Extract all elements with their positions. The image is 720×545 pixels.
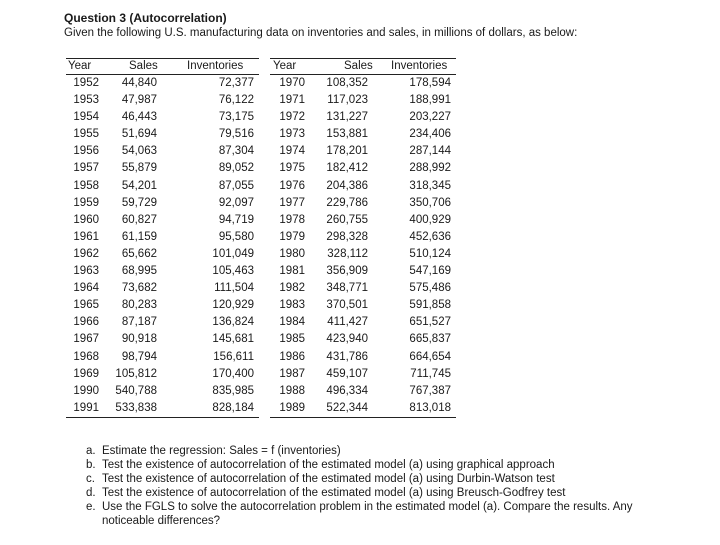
sales-cell: 178,201 — [326, 145, 368, 158]
question-intro: Given the following U.S. manufacturing data on inventories and sales, in millions of dollars, as below: — [64, 27, 578, 39]
year-cell: 1970 — [279, 77, 305, 89]
year-cell: 1987 — [279, 367, 305, 380]
year-cell: 1972 — [279, 111, 305, 124]
inventories-cell: 547,169 — [409, 265, 451, 278]
table-row — [66, 229, 259, 246]
year-cell: 1984 — [279, 316, 305, 329]
sales-cell: 65,662 — [121, 247, 157, 260]
table-body-right — [270, 75, 456, 417]
year-cell: 1977 — [279, 196, 305, 209]
table-row — [270, 314, 456, 331]
sales-cell: 54,201 — [121, 179, 157, 192]
year-cell: 1978 — [279, 213, 305, 226]
table-row — [66, 314, 259, 331]
sales-cell: 51,694 — [121, 128, 157, 141]
inventories-cell: 79,516 — [218, 128, 254, 141]
inventories-cell: 76,122 — [218, 94, 254, 107]
inventories-cell: 105,463 — [212, 265, 254, 278]
sales-cell: 98,794 — [121, 350, 157, 363]
year-cell: 1962 — [73, 247, 99, 260]
table-row — [66, 178, 259, 195]
year-cell: 1982 — [279, 282, 305, 295]
inventories-cell: 591,858 — [409, 299, 451, 312]
table-row — [270, 400, 456, 417]
sales-cell: 105,812 — [115, 367, 157, 380]
inventories-cell: 400,929 — [409, 213, 451, 226]
question-marker: a. — [86, 445, 96, 457]
inventories-cell: 178,594 — [409, 77, 451, 89]
year-cell: 1967 — [73, 333, 99, 346]
inventories-cell: 835,985 — [212, 384, 254, 397]
table-row — [270, 160, 456, 177]
sales-cell: 204,386 — [326, 179, 368, 192]
inventories-cell: 94,719 — [218, 213, 254, 226]
inventories-cell: 318,345 — [409, 179, 451, 192]
table-row — [66, 280, 259, 297]
year-cell: 1985 — [279, 333, 305, 346]
inventories-cell: 87,055 — [218, 179, 254, 192]
inventories-cell: 120,929 — [212, 299, 254, 312]
question-text: Test the existence of autocorrelation of the estimated model (a) using graphical approach — [102, 459, 555, 471]
question-item — [86, 444, 646, 458]
year-cell: 1958 — [73, 179, 99, 192]
table-row — [270, 178, 456, 195]
table-row — [270, 246, 456, 263]
year-cell: 1963 — [73, 265, 99, 278]
inventories-cell: 452,636 — [409, 230, 451, 243]
table-row — [66, 109, 259, 126]
table-row — [270, 109, 456, 126]
year-cell: 1976 — [279, 179, 305, 192]
sales-cell: 260,755 — [326, 213, 368, 226]
table-row — [270, 195, 456, 212]
header-year: Year — [68, 60, 92, 72]
sales-cell: 356,909 — [326, 265, 368, 278]
question-text: Estimate the regression: Sales = f (inventories) — [102, 445, 341, 457]
table-row — [270, 366, 456, 383]
sales-cell: 459,107 — [326, 367, 368, 380]
year-cell: 1975 — [279, 162, 305, 175]
year-cell: 1955 — [73, 128, 99, 141]
year-cell: 1960 — [73, 213, 99, 226]
year-cell: 1988 — [279, 384, 305, 397]
sales-cell: 153,881 — [326, 128, 368, 141]
year-cell: 1968 — [73, 350, 99, 363]
sales-cell: 59,729 — [121, 196, 157, 209]
sales-cell: 46,443 — [121, 111, 157, 124]
table-row — [270, 75, 456, 92]
sales-cell: 182,412 — [326, 162, 368, 175]
inventories-cell: 234,406 — [409, 128, 451, 141]
table-row — [270, 143, 456, 160]
year-cell: 1979 — [279, 230, 305, 243]
data-table-left — [66, 58, 259, 418]
table-row — [270, 331, 456, 348]
inventories-cell: 203,227 — [409, 111, 451, 124]
inventories-cell: 767,387 — [409, 384, 451, 397]
year-cell: 1966 — [73, 316, 99, 329]
question-text: Test the existence of autocorrelation of the estimated model (a) using Breusch-Godfrey test — [102, 487, 566, 499]
table-row — [66, 400, 259, 417]
sales-cell: 90,918 — [121, 333, 157, 346]
inventories-cell: 73,175 — [218, 111, 254, 124]
year-cell: 1974 — [279, 145, 305, 158]
inventories-cell: 575,486 — [409, 282, 451, 295]
inventories-cell: 711,745 — [410, 367, 451, 380]
sales-cell: 411,427 — [327, 316, 368, 329]
table-row — [66, 366, 259, 383]
header-year: Year — [273, 60, 297, 72]
sales-cell: 117,023 — [327, 94, 368, 107]
sales-cell: 54,063 — [121, 145, 157, 158]
table-row — [66, 383, 259, 400]
table-row — [270, 229, 456, 246]
table-row — [270, 383, 456, 400]
question-marker: e. — [86, 501, 96, 513]
table-row — [66, 297, 259, 314]
year-cell: 1990 — [73, 384, 99, 397]
year-cell: 1989 — [279, 401, 305, 414]
sales-cell: 55,879 — [121, 162, 157, 175]
year-cell: 1971 — [279, 94, 305, 107]
inventories-cell: 651,527 — [409, 316, 451, 329]
table-row — [270, 280, 456, 297]
question-item — [86, 500, 646, 528]
year-cell: 1991 — [73, 401, 99, 414]
sales-cell: 328,112 — [327, 247, 368, 260]
question-item — [86, 472, 646, 486]
sales-cell: 229,786 — [326, 196, 368, 209]
sales-cell: 44,840 — [121, 77, 157, 89]
table-row — [66, 143, 259, 160]
sales-cell: 431,786 — [326, 350, 368, 363]
sales-cell: 73,682 — [121, 282, 157, 295]
year-cell: 1983 — [279, 299, 305, 312]
table-row — [66, 75, 259, 92]
year-cell: 1961 — [73, 230, 99, 243]
sales-cell: 522,344 — [326, 401, 368, 414]
inventories-cell: 287,144 — [409, 145, 451, 158]
sales-cell: 496,334 — [326, 384, 368, 397]
inventories-cell: 87,304 — [218, 145, 254, 158]
inventories-cell: 101,049 — [212, 247, 254, 260]
question-title: Question 3 (Autocorrelation) — [64, 11, 227, 25]
sales-cell: 68,995 — [121, 265, 157, 278]
inventories-cell: 95,580 — [218, 230, 254, 243]
inventories-cell: 72,377 — [218, 77, 254, 89]
year-cell: 1986 — [279, 350, 305, 363]
inventories-cell: 828,184 — [212, 401, 254, 414]
table-row — [66, 246, 259, 263]
table-row — [66, 92, 259, 109]
table-row — [66, 160, 259, 177]
year-cell: 1956 — [73, 145, 99, 158]
table-row — [66, 349, 259, 366]
sales-cell: 61,159 — [121, 230, 157, 243]
table-row — [270, 349, 456, 366]
sales-cell: 298,328 — [326, 230, 368, 243]
inventories-cell: 145,681 — [212, 333, 254, 346]
year-cell: 1953 — [73, 94, 99, 107]
table-row — [66, 263, 259, 280]
table-row — [66, 126, 259, 143]
year-cell: 1964 — [73, 282, 99, 295]
sales-cell: 370,501 — [326, 299, 368, 312]
year-cell: 1981 — [279, 265, 305, 278]
inventories-cell: 170,400 — [212, 367, 254, 380]
inventories-cell: 136,824 — [212, 316, 254, 329]
inventories-cell: 813,018 — [409, 401, 451, 414]
question-text: Use the FGLS to solve the autocorrelation problem in the estimated model (a). Compare the results. Any noticeable differences? — [102, 501, 633, 527]
table-row — [270, 297, 456, 314]
year-cell: 1980 — [279, 247, 305, 260]
sales-cell: 60,827 — [121, 213, 157, 226]
question-list — [86, 444, 646, 528]
year-cell: 1954 — [73, 111, 99, 124]
table-row — [270, 92, 456, 109]
inventories-cell: 350,706 — [409, 196, 451, 209]
table-body-left — [66, 75, 259, 417]
table-header — [66, 59, 259, 75]
header-sales: Sales — [129, 60, 158, 72]
sales-cell: 423,940 — [326, 333, 368, 346]
year-cell: 1952 — [73, 77, 99, 89]
table-row — [270, 212, 456, 229]
inventories-cell: 111,504 — [214, 282, 254, 295]
table-row — [66, 195, 259, 212]
sales-cell: 80,283 — [121, 299, 157, 312]
question-marker: b. — [86, 459, 96, 471]
inventories-cell: 665,837 — [409, 333, 451, 346]
inventories-cell: 664,654 — [409, 350, 451, 363]
sales-cell: 533,838 — [115, 401, 157, 414]
question-marker: d. — [86, 487, 96, 499]
year-cell: 1959 — [73, 196, 99, 209]
question-marker: c. — [86, 473, 95, 485]
question-item — [86, 458, 646, 472]
sales-cell: 540,788 — [115, 384, 157, 397]
header-inventories: Inventories — [391, 60, 448, 72]
inventories-cell: 89,052 — [218, 162, 254, 175]
year-cell: 1973 — [279, 128, 305, 141]
sales-cell: 131,227 — [326, 111, 368, 124]
sales-cell: 108,352 — [326, 77, 368, 89]
year-cell: 1965 — [73, 299, 99, 312]
table-row — [270, 263, 456, 280]
inventories-cell: 288,992 — [409, 162, 451, 175]
question-text: Test the existence of autocorrelation of the estimated model (a) using Durbin-Watson test — [102, 473, 555, 485]
sales-cell: 87,187 — [121, 316, 157, 329]
table-row — [66, 212, 259, 229]
year-cell: 1969 — [73, 367, 99, 380]
year-cell: 1957 — [73, 162, 99, 175]
data-table-right — [270, 58, 456, 418]
table-header — [270, 59, 456, 75]
inventories-cell: 510,124 — [409, 247, 451, 260]
header-sales: Sales — [344, 60, 373, 72]
table-row — [270, 126, 456, 143]
sales-cell: 348,771 — [326, 282, 368, 295]
sales-cell: 47,987 — [121, 94, 157, 107]
table-row — [66, 331, 259, 348]
question-item — [86, 486, 646, 500]
inventories-cell: 156,611 — [213, 350, 254, 363]
header-inventories: Inventories — [187, 60, 244, 72]
inventories-cell: 92,097 — [218, 196, 254, 209]
inventories-cell: 188,991 — [409, 94, 451, 107]
